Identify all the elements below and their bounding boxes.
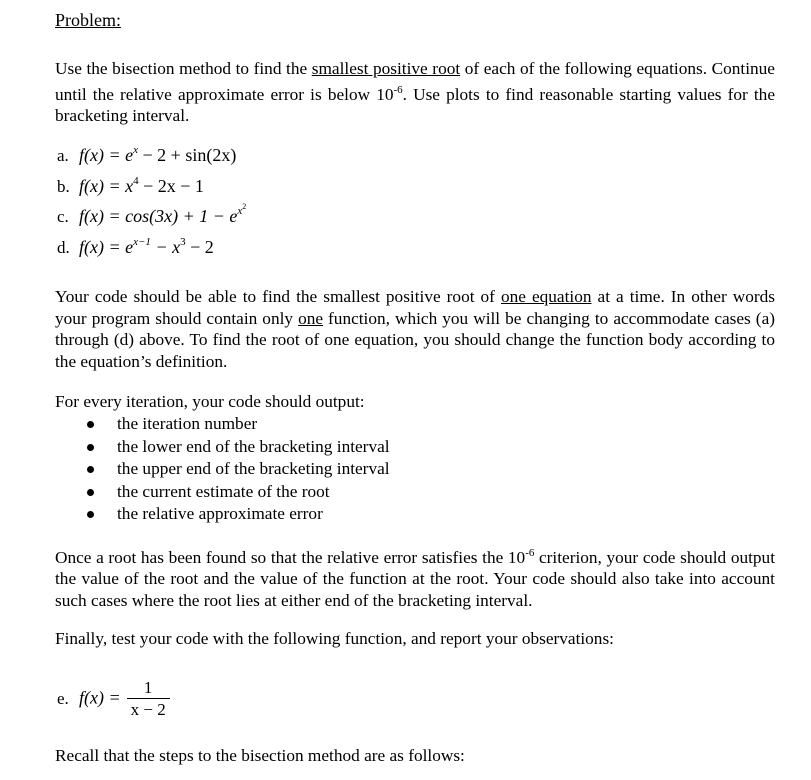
intro-text-1: Use the bisection method to find the	[55, 59, 312, 78]
equation-d	[57, 237, 214, 258]
problem-heading: Problem:	[55, 10, 121, 30]
equation-mid: − x	[150, 237, 181, 257]
code-text-3: function, which you will be changing to accommodate cases (a) through (d) above. To find the root of one equation, you should change the function body according to the equation’s definition.	[55, 308, 775, 372]
equation-exponent: x−1	[133, 236, 151, 248]
list-item	[85, 458, 390, 481]
equation-lhs: f(x) = e	[79, 237, 134, 257]
equation-c	[57, 202, 247, 227]
output-bullet-list	[85, 413, 390, 526]
equation-label: c.	[57, 207, 69, 226]
list-item	[85, 413, 390, 436]
equation-label: b.	[57, 177, 70, 196]
root-exponent: -6	[525, 547, 535, 559]
list-item	[85, 503, 390, 526]
list-item	[85, 481, 390, 504]
bullet-icon	[87, 511, 94, 518]
bullet-text: the current estimate of the root	[117, 481, 330, 501]
equation-label: a.	[57, 146, 69, 165]
root-text-2: criterion, your code should output the value of the root and the value of the function at the root. Your code should also take into account such cases where the root lies at either end of the bracketing interval.	[55, 547, 775, 611]
finally-paragraph: Finally, test your code with the following function, and report your observations:	[55, 629, 614, 648]
equation-exponent-2: 3	[180, 236, 186, 248]
intro-text-3: . Use plots to find reasonable starting values for the bracketing interval.	[55, 84, 775, 126]
code-underlined-2: one	[298, 308, 324, 328]
equation-lhs: f(x) =	[79, 687, 121, 708]
bullet-text: the upper end of the bracketing interval	[117, 459, 390, 478]
list-item	[85, 436, 390, 459]
equation-rest: − 2	[185, 237, 214, 257]
bullet-icon	[87, 421, 94, 428]
code-text-1: Your code should be able to find the smallest positive root of	[55, 287, 501, 306]
bullet-icon	[87, 466, 94, 473]
intro-exponent: -6	[393, 83, 403, 96]
equation-exponent: x	[133, 144, 139, 156]
intro-underlined: smallest positive root	[311, 59, 461, 78]
equation-rest: − 2x − 1	[138, 176, 204, 196]
equation-a	[57, 145, 236, 166]
equation-exponent: 4	[133, 175, 139, 187]
code-text-2: at a time. In other words your program should contain only	[55, 287, 776, 328]
equation-rest: − 2 + sin(2x)	[138, 145, 237, 165]
equation-lhs: f(x) = cos(3x) + 1 − e	[79, 206, 238, 226]
fraction	[127, 678, 170, 721]
bullet-text: the lower end of the bracketing interval	[117, 436, 390, 456]
code-underlined-1: one equation	[500, 287, 592, 306]
intro-text-2: of each of the following equations. Continue until the relative approximate error is below 10	[55, 59, 775, 104]
equation-lhs: f(x) = x	[79, 176, 134, 196]
root-paragraph	[55, 543, 775, 612]
equation-label: e.	[57, 688, 69, 708]
equation-e	[57, 678, 170, 721]
equation-exponent: x	[237, 205, 243, 217]
iteration-intro: For every iteration, your code should output:	[55, 392, 365, 411]
root-text-1: Once a root has been found so that the relative error satisfies the 10	[55, 547, 526, 567]
fraction-denominator: x − 2	[130, 700, 166, 719]
bullet-icon	[87, 489, 94, 496]
intro-paragraph	[55, 58, 775, 127]
bullet-text: the iteration number	[117, 414, 258, 433]
equation-exponent-exponent: 2	[242, 202, 247, 211]
recall-paragraph: Recall that the steps to the bisection method are as follows:	[55, 746, 465, 765]
equation-label: d.	[57, 238, 70, 257]
equation-lhs: f(x) = e	[79, 145, 134, 165]
equation-b	[57, 176, 204, 197]
bullet-text: the relative approximate error	[117, 504, 323, 523]
fraction-numerator: 1	[127, 678, 170, 699]
code-paragraph	[55, 286, 775, 373]
bullet-icon	[87, 444, 94, 451]
